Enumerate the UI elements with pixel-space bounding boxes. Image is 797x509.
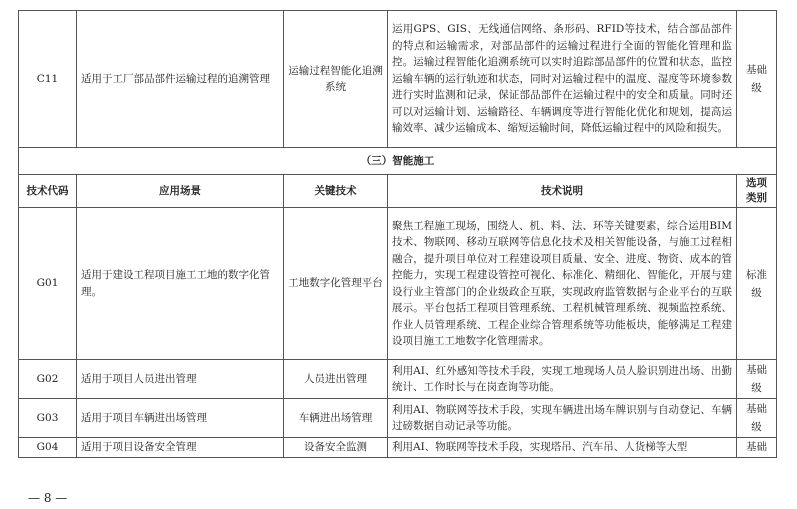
header-row xyxy=(19,175,777,208)
section-row xyxy=(19,148,777,175)
header-scenario: 应用场景 xyxy=(77,175,284,208)
table-row-g03 xyxy=(19,399,777,438)
header-technology: 关键技术 xyxy=(284,175,388,208)
option-level: 基础 xyxy=(737,438,777,458)
key-technology: 运输过程智能化追溯系统 xyxy=(284,11,388,148)
header-code: 技术代码 xyxy=(19,175,77,208)
option-level: 基础级 xyxy=(737,11,777,148)
tech-code: G02 xyxy=(19,360,77,399)
technology-description: 运用GPS、GIS、无线通信网络、条形码、RFID等技术，结合部品部件的特点和运输需求，对部品部件的运输过程进行全面的智能化管理和监控。运输过程智能化追溯系统可以实时追踪部品部件的位置和状态，监控运输车辆的运行轨迹和状态，同时对运输过程中的温度、湿度等环境参数进行实时监测和记录，保证部品部件在运输过程中的安全和质量。同时还可以对运输计划、运输路径、车辆调度等进行智能化优化和规划，提高运输效率、减少运输成本、缩短运输时间，降低运输过程中的风险和损失。 xyxy=(388,11,737,148)
tech-code: G03 xyxy=(19,399,77,438)
key-technology: 设备安全监测 xyxy=(284,438,388,458)
tech-code: C11 xyxy=(19,11,77,148)
option-level: 标准级 xyxy=(737,208,777,360)
page-number: — 8 — xyxy=(28,491,68,505)
table-row-g02 xyxy=(19,360,777,399)
technology-description: 利用AI、物联网等技术手段，实现塔吊、汽车吊、人货梯等大型 xyxy=(388,438,737,458)
option-level: 基础级 xyxy=(737,399,777,438)
section-title: （三）智能施工 xyxy=(19,148,777,175)
tech-code: G04 xyxy=(19,438,77,458)
table-row-c11 xyxy=(19,11,777,148)
application-scenario: 适用于工厂部品部件运输过程的追溯管理 xyxy=(77,11,284,148)
technology-description: 利用AI、物联网等技术手段，实现车辆进出场车牌识别与自动登记、车辆过磅数据自动记录等功能。 xyxy=(388,399,737,438)
application-scenario: 适用于项目设备安全管理 xyxy=(77,438,284,458)
technology-description: 聚焦工程施工现场，围绕人、机、料、法、环等关键要素，综合运用BIM技术、物联网、移动互联网等信息化技术及相关智能设备，与施工过程相融合，提升项目单位对工程建设项目质量、安全、进度、物资、成本的管控能力，实现工程建设管控可视化、标准化、精细化、智能化，开展与建设行业主管部门的企业级政企互联，实现政府监管数据与企业平台的互联展示。平台包括工程项目管理系统、工程机械管理系统、视频监控系统、作业人员管理系统、工程企业综合管理系统等功能板块，能够满足工程建设项目施工工地数字化管理需求。 xyxy=(388,208,737,360)
tech-table xyxy=(18,10,777,458)
key-technology: 工地数字化管理平台 xyxy=(284,208,388,360)
header-description: 技术说明 xyxy=(388,175,737,208)
technology-description: 利用AI、红外感知等技术手段，实现工地现场人员人脸识别进出场、出勤统计、工作时长与在岗查询等功能。 xyxy=(388,360,737,399)
header-level: 选项类别 xyxy=(737,175,777,208)
table-row-g01 xyxy=(19,208,777,360)
option-level: 基础级 xyxy=(737,360,777,399)
tech-code: G01 xyxy=(19,208,77,360)
table-row-g04 xyxy=(19,438,777,458)
key-technology: 人员进出管理 xyxy=(284,360,388,399)
application-scenario: 适用于建设工程项目施工工地的数字化管理。 xyxy=(77,208,284,360)
application-scenario: 适用于项目车辆进出场管理 xyxy=(77,399,284,438)
key-technology: 车辆进出场管理 xyxy=(284,399,388,438)
application-scenario: 适用于项目人员进出管理 xyxy=(77,360,284,399)
